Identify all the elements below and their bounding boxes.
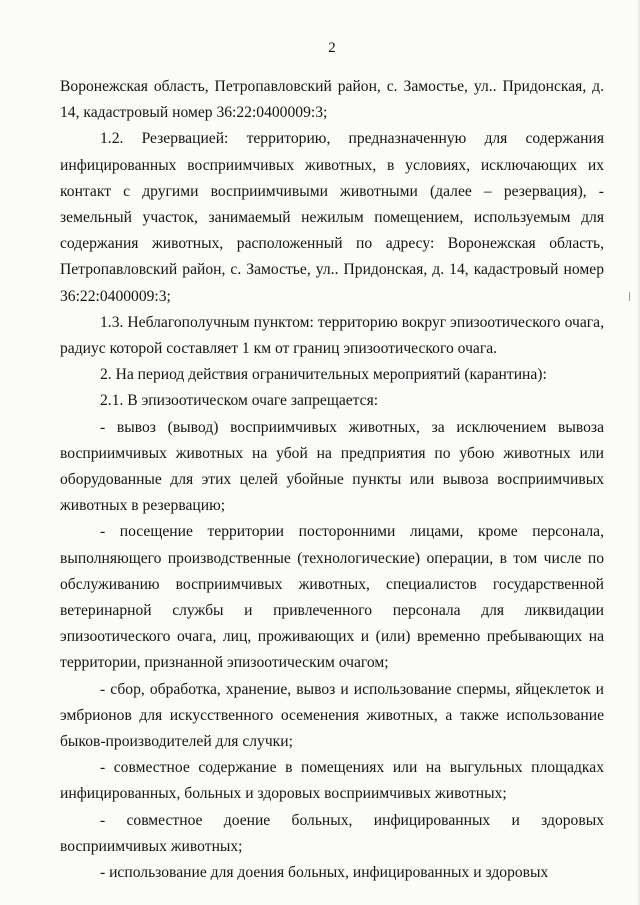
list-item-animal-export: - вывоз (вывод) восприимчивых животных, за исключением вывоза восприимчивых животных на убой на предприятия по убою животных или оборудованные для этих целей убойные пункты или вывоза восприимчивых животных в резервацию; — [60, 418, 604, 515]
paragraph-quarantine-period: 2. На период действия ограничительных мероприятий (карантина): — [100, 366, 547, 384]
paragraph-reservation-definition: 1.2. Резервацией: территорию, предназначенную для содержания инфицированных восприимчивых животных, в условиях, исключающих их контакт с другими восприимчивыми животными (далее – резервация), - земельный участок, занимаемый нежилым помещением, используемым для содержания животных, расположенный по адресу: Воронежская область, Петропавловский район, с. Замостье, ул.. Придонская, д. 14, кадастровый номер 36:22:0400009:3; — [60, 130, 604, 305]
list-item-joint-keeping: - совместное содержание в помещениях или на выгульных площадках инфицированных, больных и здоровых восприимчивых животных; — [60, 759, 604, 803]
scan-speck-mark — [629, 292, 630, 301]
paragraph-outbreak-prohibitions: 2.1. В эпизоотическом очаге запрещается: — [100, 392, 379, 410]
page-number: 2 — [328, 40, 336, 56]
list-item-visitor-access: - посещение территории посторонними лицами, кроме персонала, выполняющего производственные (технологические) операции, в том числе по обслуживанию восприимчивых животных, специалистов государственной ветеринарной службы и привлеченного персонала для ликвидации эпизоотического очага, лиц, проживающих и (или) временно пребывающих на территории, признанной эпизоотическим очагом; — [60, 523, 604, 672]
paragraph-unfavorable-point: 1.3. Неблагополучным пунктом: территорию вокруг эпизоотического очага, радиус которой составляет 1 км от границ эпизоотического очага. — [60, 313, 604, 358]
list-item-semen-embryos: - сбор, обработка, хранение, вывоз и использование спермы, яйцеклеток и эмбрионов для искусственного осеменения животных, а также использование быков-производителей для случки; — [60, 680, 604, 751]
list-item-milking-use: - использование для доения больных, инфицированных и здоровых — [100, 864, 549, 882]
list-item-joint-milking: - совместное доение больных, инфицированных и здоровых восприимчивых животных; — [60, 811, 604, 855]
paragraph-address-continuation: Воронежская область, Петропавловский район, с. Замостье, ул.. Придонская, д. 14, кадастровый номер 36:22:0400009:3; — [60, 78, 604, 122]
